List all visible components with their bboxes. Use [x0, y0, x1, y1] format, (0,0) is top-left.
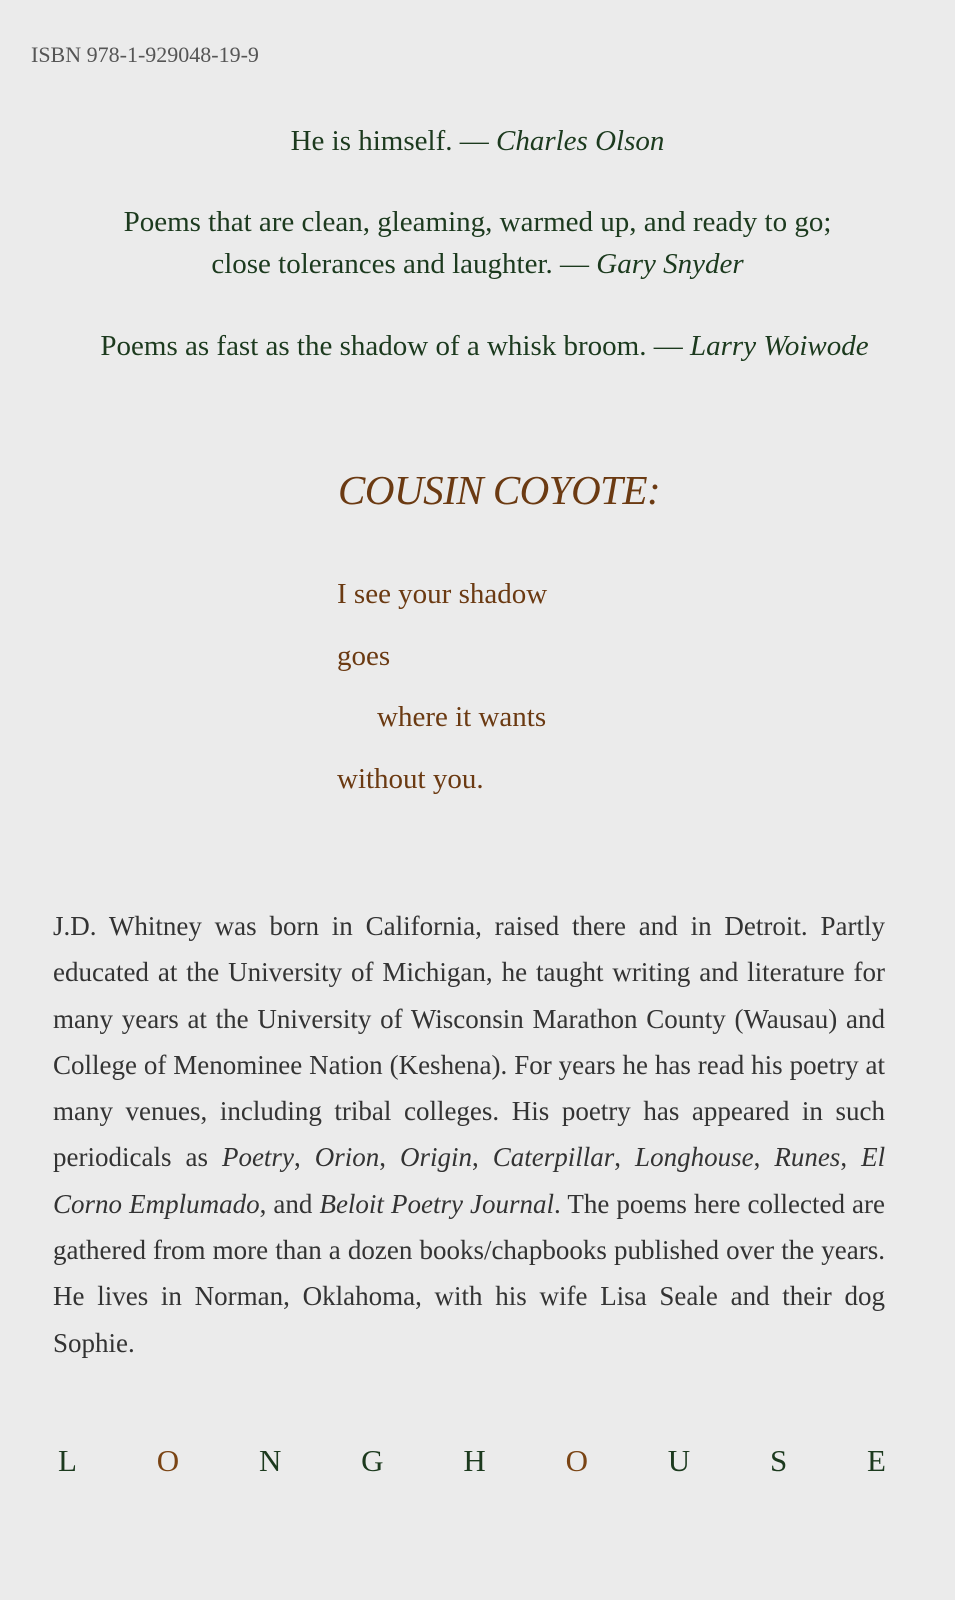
publisher-letter: L	[58, 1443, 77, 1478]
poem-line: goes	[337, 640, 391, 672]
poem-line: without you.	[337, 763, 484, 795]
publisher-logo	[58, 1443, 886, 1479]
bio-text: ,	[840, 1142, 862, 1173]
publisher-letter: E	[867, 1443, 886, 1478]
blurb-author: Larry Woiwode	[690, 330, 869, 362]
poem-title: COUSIN COYOTE:	[338, 467, 661, 513]
bio-text: , and	[259, 1188, 320, 1219]
poem-line: where it wants	[377, 701, 547, 733]
blurb-text-2: close tolerances and laughter. —	[211, 248, 597, 280]
blurb-olson	[0, 120, 955, 162]
publisher-letter: U	[667, 1443, 691, 1478]
blurb-text: Poems that are clean, gleaming, warmed up, and ready to go;	[123, 206, 832, 238]
blurb-text: He is himself. —	[290, 125, 496, 157]
periodical-title: Poetry	[221, 1142, 294, 1173]
periodical-title: Longhouse	[635, 1142, 754, 1173]
periodical-title: Origin	[399, 1142, 472, 1173]
periodical-title: Orion	[314, 1142, 380, 1173]
bio-text: J.D. Whitney was born in California, raised there and in Detroit. Partly educated at the University of Michigan, he taught writing and literature for many years at the University of Wisconsin Marathon County (Wausau) and College of Menominee Nation (Keshena). For years he has read his poetry at many venues, including tribal colleges. His poetry has appeared in such periodicals as	[53, 911, 885, 1173]
publisher-letter: N	[258, 1443, 282, 1478]
poem-line: I see your shadow	[337, 578, 548, 610]
periodical-title: El Corno Emplumado	[53, 1142, 886, 1219]
bio-text: . The poems here collected are gathered from more than a dozen books/chapbooks published over the years. He lives in Norman, Oklahoma, with his wife Lisa Seale and their dog Sophie.	[53, 1188, 885, 1358]
periodical-title: Caterpillar	[492, 1142, 615, 1173]
publisher-letter: O	[156, 1443, 180, 1478]
publisher-letter: S	[769, 1443, 788, 1478]
bio-text: ,	[472, 1142, 493, 1173]
author-bio	[53, 903, 885, 1366]
bio-text: ,	[614, 1142, 636, 1173]
publisher-letter: O	[565, 1443, 588, 1478]
blurb-author: Charles Olson	[496, 125, 665, 157]
blurb-snyder	[0, 201, 955, 285]
isbn: ISBN 978-1-929048-19-9	[31, 42, 259, 67]
blurb-woiwode	[7, 325, 955, 367]
bio-text: ,	[753, 1142, 775, 1173]
blurb-author: Gary Snyder	[596, 248, 744, 280]
periodical-title: Beloit Poetry Journal	[319, 1188, 555, 1219]
publisher-letter: G	[361, 1443, 384, 1478]
blurb-text: Poems as fast as the shadow of a whisk broom. —	[100, 330, 690, 362]
publisher-letter: H	[463, 1443, 486, 1478]
periodical-title: Runes	[774, 1142, 841, 1173]
bio-text: ,	[293, 1142, 315, 1173]
bio-text: ,	[379, 1142, 400, 1173]
